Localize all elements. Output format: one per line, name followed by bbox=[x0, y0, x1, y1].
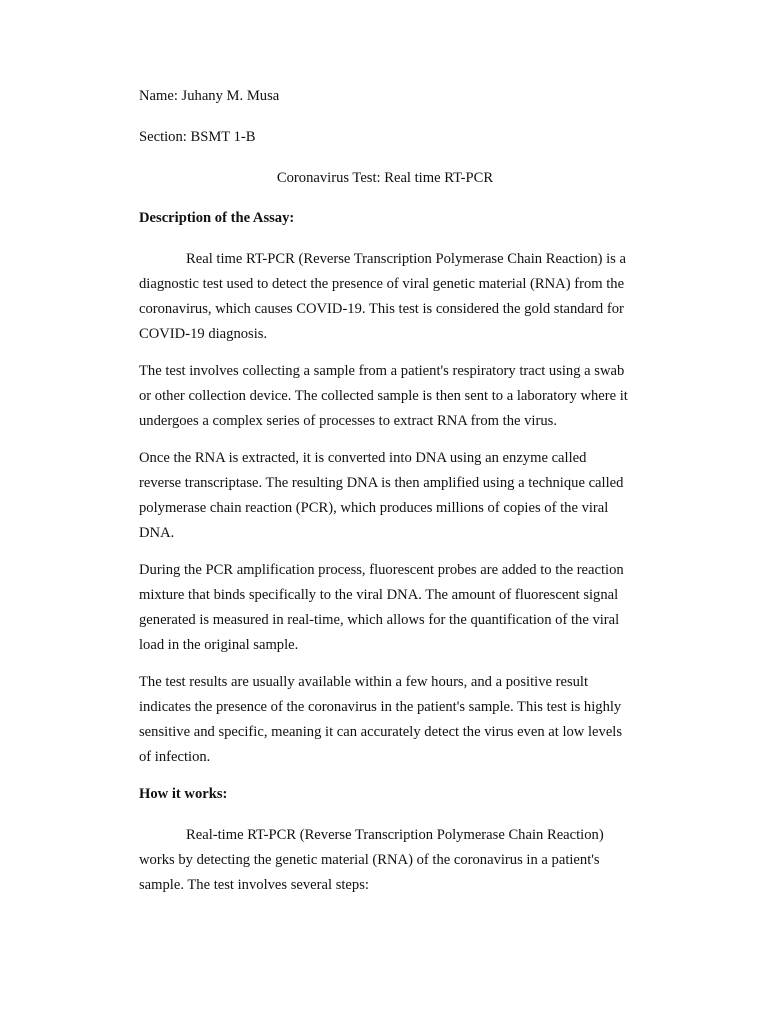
description-paragraph-4: During the PCR amplification process, fluorescent probes are added to the reaction mixture that binds specifically to the viral DNA. The amount of fluorescent signal generated is measured in real-time, which allows for the quantification of the viral load in the original sample. bbox=[139, 562, 624, 653]
student-section: Section: BSMT 1-B bbox=[139, 129, 256, 145]
how-it-works-paragraph-1: Real-time RT-PCR (Reverse Transcription Polymerase Chain Reaction) works by detecting the genetic material (RNA) of the coronavirus in a patient's sample. The test involves several steps: bbox=[139, 827, 604, 893]
description-paragraph-2: The test involves collecting a sample from a patient's respiratory tract using a swab or other collection device. The collected sample is then sent to a laboratory where it undergoes a complex series of processes to extract RNA from the virus. bbox=[139, 363, 628, 429]
how-it-works-heading: How it works: bbox=[139, 786, 228, 802]
description-paragraph-1: Real time RT-PCR (Reverse Transcription Polymerase Chain Reaction) is a diagnostic test used to detect the presence of viral genetic material (RNA) from the coronavirus, which causes COVID-19. This test is considered the gold standard for COVID-19 diagnosis. bbox=[139, 251, 626, 342]
student-name: Name: Juhany M. Musa bbox=[139, 88, 280, 104]
description-paragraph-5: The test results are usually available within a few hours, and a positive result indicates the presence of the coronavirus in the patient's sample. This test is highly sensitive and specific, meaning it can accurately detect the virus even at low levels of infection. bbox=[139, 674, 623, 765]
document-content bbox=[139, 84, 631, 910]
description-heading: Description of the Assay: bbox=[139, 210, 295, 226]
document-title: Coronavirus Test: Real time RT-PCR bbox=[276, 170, 494, 186]
description-paragraph-3: Once the RNA is extracted, it is converted into DNA using an enzyme called reverse transcriptase. The resulting DNA is then amplified using a technique called polymerase chain reaction (PCR), which produces millions of copies of the viral DNA. bbox=[139, 450, 624, 541]
